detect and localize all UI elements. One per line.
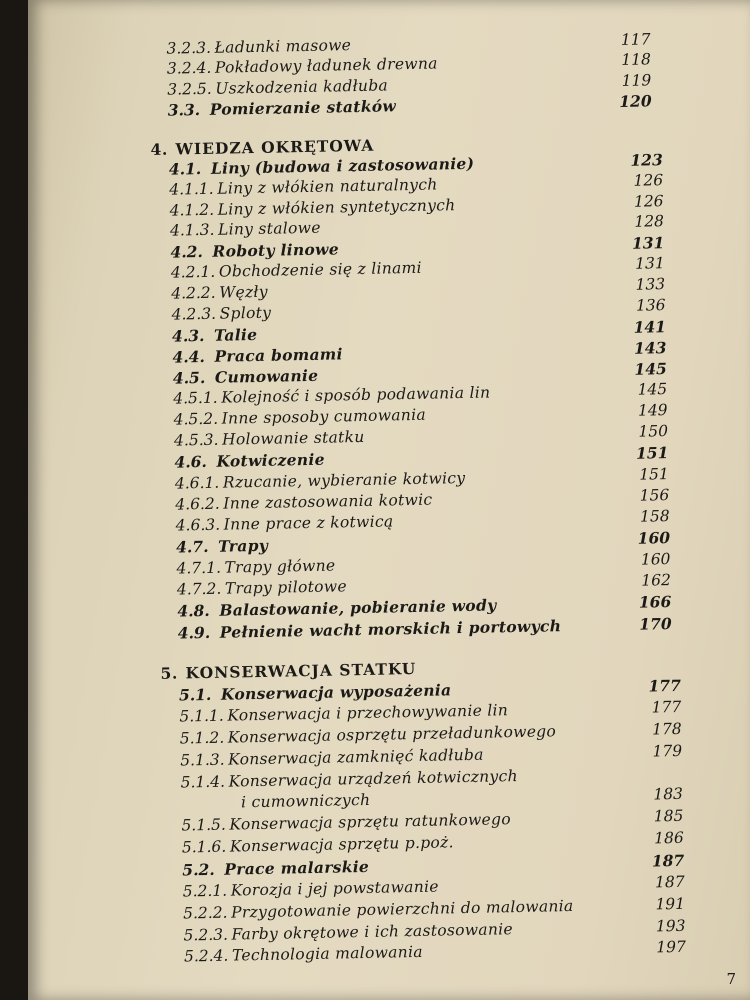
entry-page-number: 145 <box>634 359 667 379</box>
entry-page-number: 197 <box>656 937 687 957</box>
entry-title: i cumowniczych <box>240 790 371 812</box>
entry-title: Liny stalowe <box>217 218 321 239</box>
book-page <box>28 0 750 1000</box>
page-number: 7 <box>726 970 736 988</box>
entry-page-number: 118 <box>621 50 652 69</box>
entry-number: 4.3. <box>171 325 205 346</box>
entry-page-number: 179 <box>652 741 683 761</box>
entry-page-number: 126 <box>633 171 664 190</box>
entry-number: 5.2.1. <box>182 881 228 901</box>
entry-number: 4.5.2. <box>173 409 219 429</box>
entry-title: Trapy pilotowe <box>224 577 348 598</box>
entry-title: Kolejność i sposób podawania lin <box>221 383 491 407</box>
entry-number: 4.1.2. <box>169 200 215 220</box>
entry-title: Obchodzenie się z linami <box>218 258 423 281</box>
entry-title: Ładunki masowe <box>214 36 352 57</box>
entry-page-number: 187 <box>654 872 685 892</box>
entry-title: Liny z włókien syntetycznych <box>217 196 456 219</box>
entry-title: Uszkodzenia kadłuba <box>215 76 389 98</box>
entry-title: Liny (budowa i zastosowanie) <box>210 153 475 178</box>
entry-title: Korozja i jej powstawanie <box>230 877 439 900</box>
entry-number: 4.6.2. <box>175 494 220 514</box>
entry-page-number: 183 <box>653 784 684 804</box>
entry-title: Pomierzanie statków <box>209 96 397 119</box>
entry-number: 5.1.5. <box>181 815 227 835</box>
entry-number: 5.1.6. <box>181 837 227 857</box>
entry-page-number: 145 <box>637 380 668 399</box>
entry-title: Technologia malowania <box>231 942 423 965</box>
entry-number: 3.2.4. <box>166 58 212 78</box>
entry-number: 3.3. <box>167 100 201 120</box>
entry-number: 5.1.3. <box>180 750 225 770</box>
entry-page-number: 131 <box>631 233 665 253</box>
entry-number: 5.1. <box>178 684 212 705</box>
entry-page-number: 151 <box>635 443 669 463</box>
entry-title: Konserwacja wyposażenia <box>220 680 452 704</box>
entry-number: 4.2.1. <box>170 262 216 282</box>
entry-title: Pełnienie wacht morskich i portowych <box>219 616 562 642</box>
entry-title: Balastowanie, pobieranie wody <box>219 595 497 620</box>
entry-page-number: 123 <box>630 150 663 170</box>
entry-page-number: 150 <box>638 422 669 441</box>
entry-number: 4.2. <box>170 241 204 262</box>
entry-page-number: 131 <box>635 254 665 273</box>
entry-title: Liny z włókien naturalnych <box>217 175 438 198</box>
entry-number: 4.6. <box>174 451 208 472</box>
entry-page-number: 149 <box>637 401 668 420</box>
entry-page-number: 177 <box>648 675 682 696</box>
entry-number: 4.7.2. <box>176 579 222 599</box>
entry-title: WIEDZA OKRĘTOWA <box>175 135 375 159</box>
entry-number: 5.1.2. <box>179 728 225 748</box>
entry-number: 4.5. <box>172 367 206 388</box>
entry-page-number: 133 <box>635 275 666 294</box>
entry-page-number: 166 <box>638 592 672 612</box>
entry-title: Praca bomami <box>214 344 343 366</box>
entry-number: 5.2. <box>182 859 215 880</box>
entry-page-number: 143 <box>633 338 667 358</box>
entry-title: Konserwacja osprzętu przeładunkowego <box>227 722 557 747</box>
entry-number: 5.2.4. <box>183 946 229 966</box>
entry-number: 4.1.3. <box>169 220 215 240</box>
entry-title: Przygotowanie powierzchni do malowania <box>230 896 574 922</box>
entry-page-number: 117 <box>620 30 651 49</box>
entry-number: 4.7. <box>175 536 209 557</box>
entry-number: 4.4. <box>172 346 206 367</box>
entry-title: Inne zastosowania kotwic <box>223 490 433 513</box>
entry-number: 5.1.1. <box>179 706 224 726</box>
entry-title: Konserwacja urządzeń kotwicznych <box>228 767 518 791</box>
entry-number: 4.9. <box>177 622 211 643</box>
entry-page-number: 119 <box>621 71 652 90</box>
entry-number: 4.7.1. <box>176 558 222 578</box>
entry-title: Sploty <box>219 303 272 323</box>
entry-title: Farby okrętowe i ich zastosowanie <box>231 920 514 944</box>
entry-number: 4.1.1. <box>169 179 214 199</box>
entry-title: Inne sposoby cumowania <box>221 405 427 428</box>
entry-page-number: 141 <box>633 317 667 337</box>
entry-page-number: 160 <box>637 528 671 548</box>
entry-page-number: 186 <box>654 828 684 848</box>
entry-title: Konserwacja sprzętu p.poż. <box>229 833 454 856</box>
entry-title: Roboty linowe <box>212 239 340 261</box>
entry-number: 4.2.3. <box>171 304 217 324</box>
entry-title: Pokładowy ładunek drewna <box>214 54 438 77</box>
entry-page-number: 136 <box>635 296 666 315</box>
entry-number: 3.2.5. <box>167 79 212 99</box>
entry-number: 3.2.3. <box>166 38 212 58</box>
entry-number: 4.2.2. <box>171 283 216 303</box>
entry-title: Inne prace z kotwicą <box>223 512 394 534</box>
table-of-contents <box>28 0 750 1000</box>
entry-title: Konserwacja i przechowywanie lin <box>227 701 509 725</box>
entry-page-number: 151 <box>639 465 669 484</box>
entry-title: Węzły <box>219 282 268 302</box>
entry-number: 4.8. <box>177 600 210 621</box>
entry-title: Konserwacja zamknięć kadłuba <box>228 745 484 769</box>
entry-number: 4.6.3. <box>175 515 221 535</box>
entry-page-number: 193 <box>655 916 686 936</box>
entry-title: Rzucanie, wybieranie kotwicy <box>222 468 466 492</box>
entry-title: Prace malarskie <box>224 856 370 879</box>
entry-title: KONSERWACJA STATKU <box>185 658 417 683</box>
entry-number: 5.1.4. <box>180 772 226 792</box>
entry-number: 4.6.1. <box>174 473 220 493</box>
entry-page-number: 160 <box>640 550 671 569</box>
entry-page-number: 177 <box>651 697 682 717</box>
entry-number: 4.5.3. <box>173 430 219 450</box>
entry-number: 5.2.2. <box>182 903 228 923</box>
entry-number: 5.2.3. <box>183 925 229 945</box>
entry-title: Trapy główne <box>224 556 336 577</box>
entry-title: Trapy <box>217 535 269 556</box>
entry-number: 5. <box>160 663 179 683</box>
entry-title: Kotwiczenie <box>216 449 325 471</box>
entry-page-number: 156 <box>639 486 670 505</box>
entry-title: Talie <box>213 324 258 345</box>
entry-page-number: 185 <box>653 806 684 826</box>
entry-page-number: 128 <box>634 212 665 231</box>
entry-page-number: 126 <box>633 192 664 211</box>
entry-page-number: 178 <box>651 719 682 739</box>
entry-page-number: 191 <box>655 894 686 914</box>
entry-page-number: 158 <box>639 507 670 526</box>
entry-page-number: 162 <box>641 571 672 590</box>
entry-page-number: 170 <box>639 614 672 634</box>
entry-title: Holowanie statku <box>221 427 365 449</box>
entry-title: Cumowanie <box>214 365 319 387</box>
entry-number: 4. <box>150 139 169 159</box>
entry-page-number: 187 <box>651 850 685 871</box>
entry-number: 4.1. <box>168 159 202 179</box>
entry-number: 4.5.1. <box>173 388 218 408</box>
entry-page-number: 120 <box>619 91 652 111</box>
entry-title: Konserwacja sprzętu ratunkowego <box>229 810 512 834</box>
